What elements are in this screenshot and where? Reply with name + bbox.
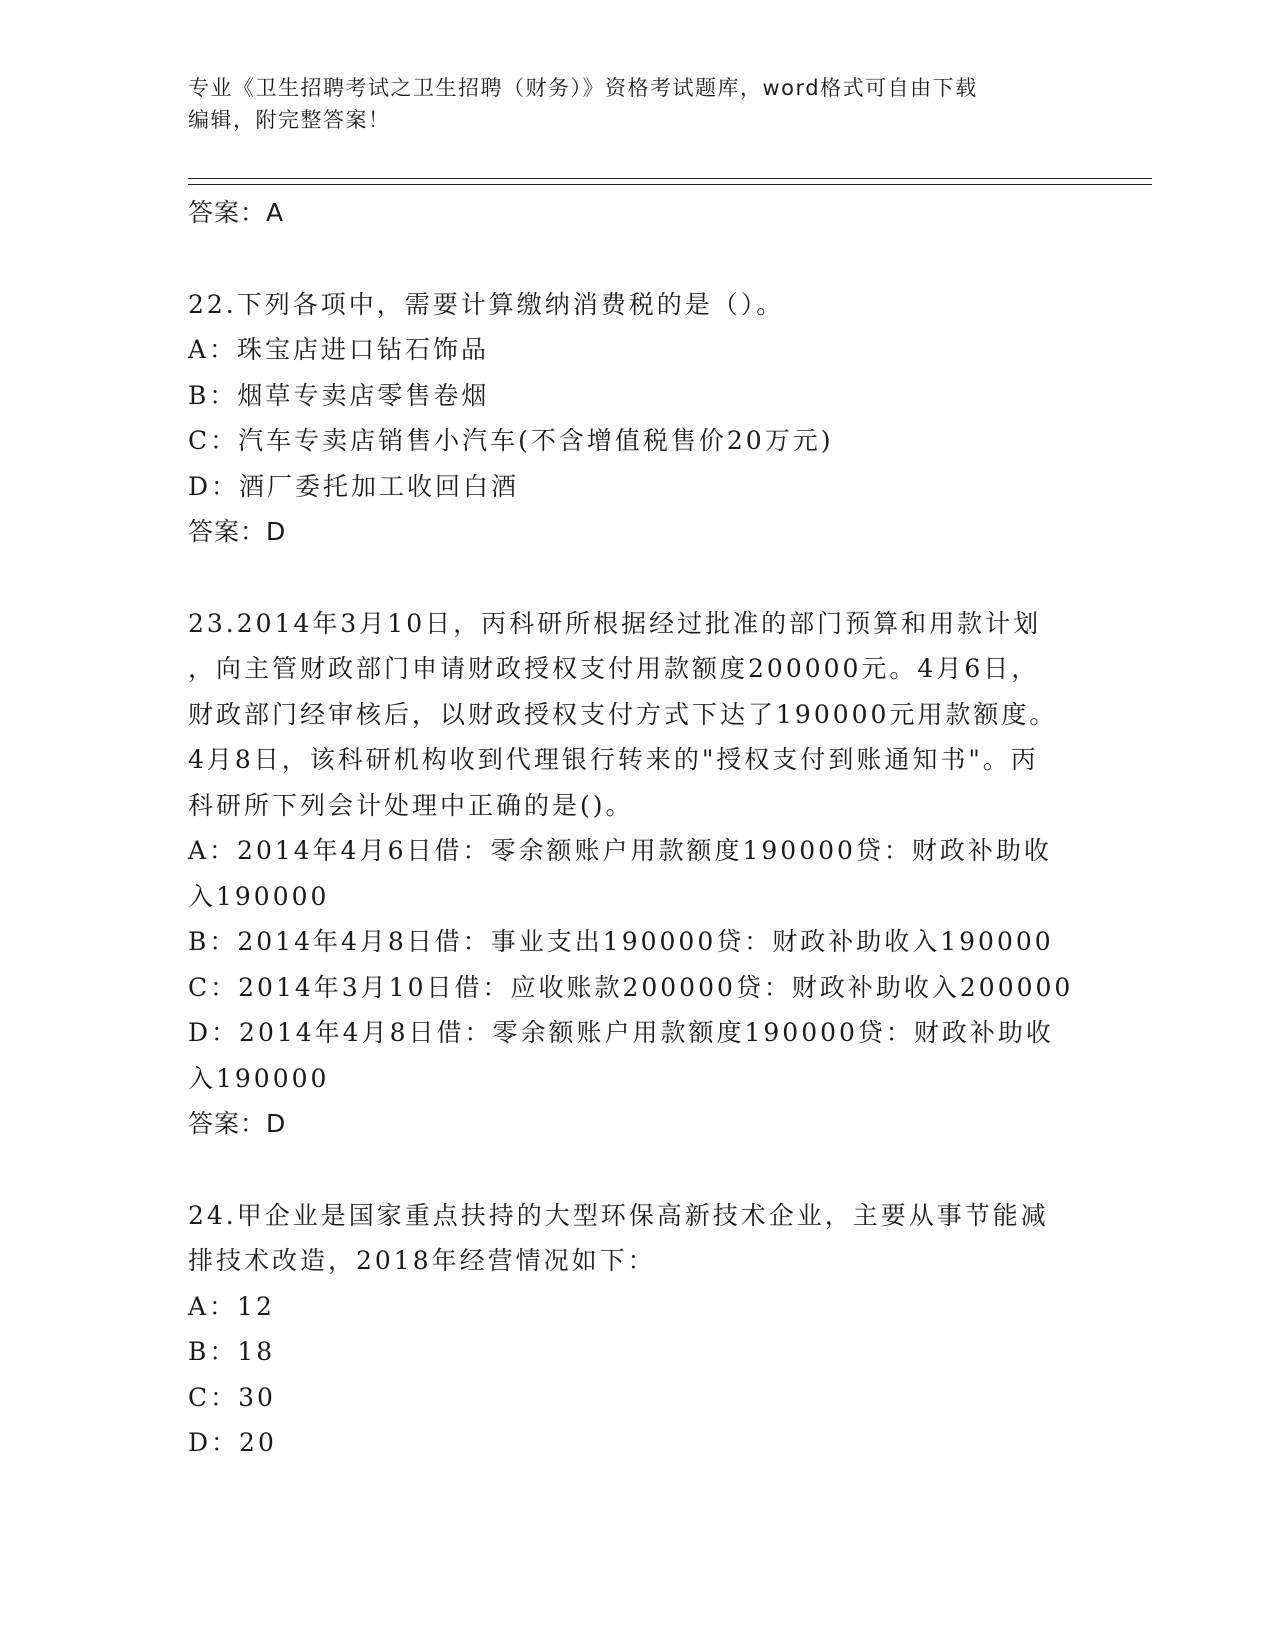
text-line: C：30 bbox=[188, 1382, 276, 1412]
document-header bbox=[188, 72, 1068, 136]
header-rule-bottom bbox=[188, 184, 1152, 185]
spacer bbox=[188, 236, 1088, 282]
text-line: ，向主管财政部门申请财政授权支付用款额度200000元。4月6日， bbox=[188, 654, 1040, 683]
spacer bbox=[188, 555, 1088, 601]
text-line: D：酒厂委托加工收回白酒 bbox=[188, 471, 520, 501]
text-line: 入190000 bbox=[188, 1063, 330, 1093]
question-content bbox=[188, 190, 1088, 1466]
text-line: 23.2014年3月10日，丙科研所根据经过批准的部门预算和用款计划 bbox=[188, 608, 1042, 638]
answer-line: 答案：A bbox=[188, 198, 285, 227]
text-line: A：2014年4月6日借：零余额账户用款额度190000贷：财政补助收 bbox=[188, 836, 1052, 865]
text-line: C：汽车专卖店销售小汽车(不含增值税售价20万元) bbox=[188, 426, 834, 455]
text-line: 科研所下列会计处理中正确的是()。 bbox=[188, 790, 634, 820]
text-line: 4月8日，该科研机构收到代理银行转来的"授权支付到账通知书"。丙 bbox=[188, 745, 1039, 774]
text-line: B：18 bbox=[188, 1337, 276, 1366]
text-line: 入190000 bbox=[188, 881, 330, 911]
text-line: 22.下列各项中，需要计算缴纳消费税的是（）。 bbox=[188, 289, 785, 319]
header-rule-top bbox=[188, 178, 1152, 179]
text-line: C：2014年3月10日借：应收账款200000贷：财政补助收入200000 bbox=[188, 972, 1074, 1002]
answer-line: 答案：D bbox=[188, 1109, 287, 1138]
text-line: B：烟草专卖店零售卷烟 bbox=[188, 380, 490, 410]
text-line: A：12 bbox=[188, 1291, 275, 1321]
text-line: A：珠宝店进口钻石饰品 bbox=[188, 335, 490, 364]
header-line-2: 编辑，附完整答案！ bbox=[188, 108, 391, 132]
text-line: D：2014年4月8日借：零余额账户用款额度190000贷：财政补助收 bbox=[188, 1018, 1054, 1047]
text-line: 24.甲企业是国家重点扶持的大型环保高新技术企业，主要从事节能减 bbox=[188, 1200, 1049, 1230]
text-line: B：2014年4月8日借：事业支出190000贷：财政补助收入190000 bbox=[188, 927, 1054, 956]
spacer bbox=[188, 1147, 1088, 1193]
answer-line: 答案：D bbox=[188, 517, 287, 546]
text-line: D：20 bbox=[188, 1428, 277, 1457]
text-line: 财政部门经审核后，以财政授权支付方式下达了190000元用款额度。 bbox=[188, 699, 1058, 729]
header-line-1: 专业《卫生招聘考试之卫生招聘（财务）》资格考试题库，word格式可自由下载 bbox=[188, 76, 978, 100]
text-line: 排技术改造，2018年经营情况如下： bbox=[188, 1246, 656, 1275]
